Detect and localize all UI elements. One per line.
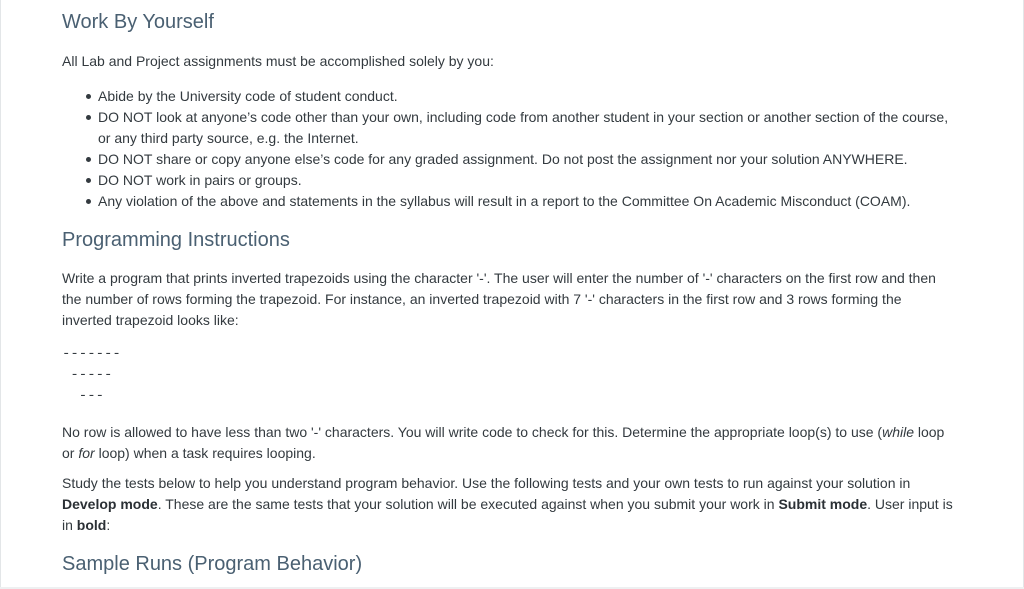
row-rule-text	[62, 422, 954, 464]
rule-item: Abide by the University code of student conduct.	[62, 86, 954, 107]
study-tests-text	[62, 473, 954, 536]
trapezoid-row: -----	[62, 367, 113, 383]
study-part: :	[106, 517, 111, 533]
row-rule-part: loop or	[62, 424, 945, 461]
programming-instructions-heading: Programming Instructions	[62, 229, 290, 251]
work-intro-text: All Lab and Project assignments must be accomplished solely by you:	[62, 53, 494, 69]
row-rule-part: loop) when a task requires looping.	[94, 445, 316, 461]
sample-runs-heading: Sample Runs (Program Behavior)	[62, 553, 363, 575]
trapezoid-row: ---	[62, 388, 105, 404]
row-rule-part: No row is allowed to have less than two '-' characters. You will write code to check for this. Determine the appropriate loop(s) to use (	[62, 424, 883, 440]
study-part: . User input is in	[62, 496, 953, 533]
program-description: Write a program that prints inverted trapezoids using the character '-'. The user will enter the number of '-' characters on the first row and then the number of rows forming the trapezoid. For instance, an inverted trapezoid with 7 '-' characters in the first row and 3 rows forming the inverted trapezoid looks like:	[62, 270, 936, 328]
rule-item: DO NOT share or copy anyone else’s code for any graded assignment. Do not post the assignment nor your solution ANYWHERE.	[62, 149, 954, 170]
bold-label: bold	[76, 517, 107, 533]
rules-list	[62, 86, 954, 212]
study-part: . These are the same tests that your solution will be executed against when you submit your work in	[157, 496, 779, 512]
rule-item: Any violation of the above and statements in the syllabus will result in a report to the Committee On Academic Misconduct (COAM).	[62, 191, 954, 212]
rule-item: DO NOT look at anyone’s code other than your own, including code from another student in your section or another section of the course, or any third party source, e.g. the Internet.	[62, 107, 954, 149]
trapezoid-example	[62, 344, 121, 407]
rule-item: DO NOT work in pairs or groups.	[62, 170, 954, 191]
submit-mode-label: Submit mode	[778, 496, 868, 512]
develop-mode-label: Develop mode	[62, 496, 158, 512]
study-part: Study the tests below to help you understand program behavior. Use the following tests and your own tests to run against your solution in	[62, 475, 911, 491]
work-by-yourself-heading: Work By Yourself	[62, 11, 214, 33]
while-keyword: while	[882, 424, 914, 440]
trapezoid-row: -------	[62, 346, 121, 362]
for-keyword: for	[78, 445, 95, 461]
